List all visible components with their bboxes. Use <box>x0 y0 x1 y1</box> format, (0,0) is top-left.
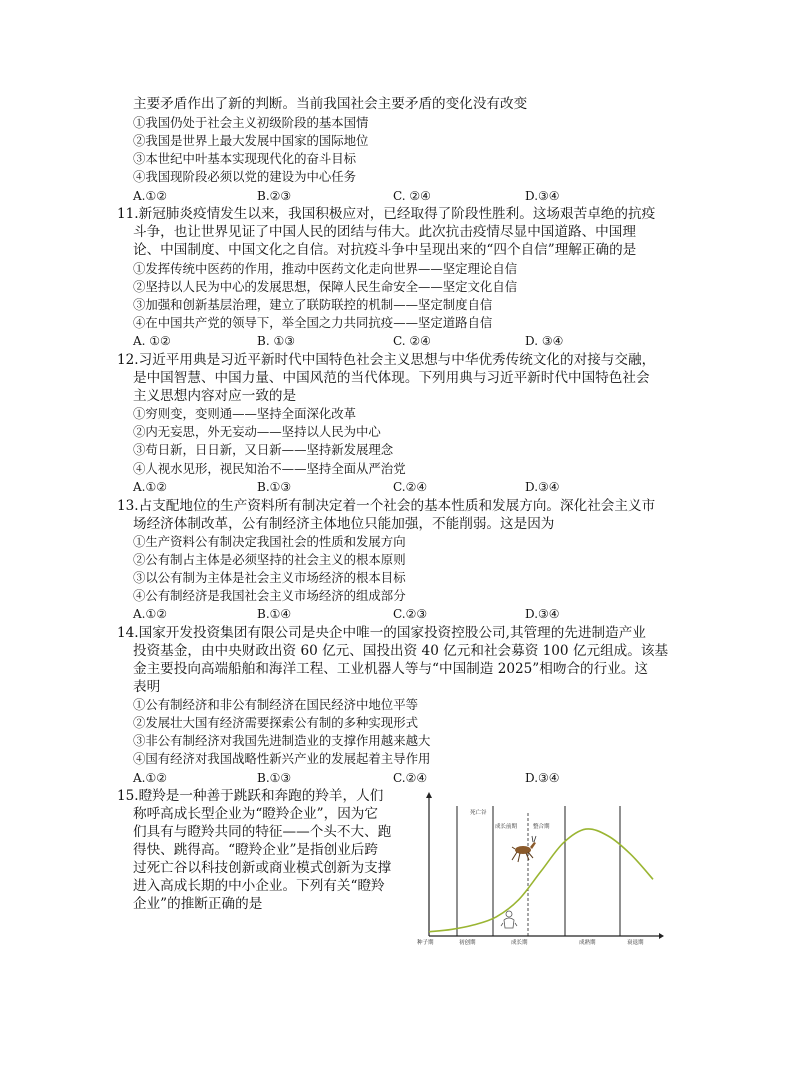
y-axis-arrow <box>426 792 432 798</box>
q14-option: ②发展壮大国有经济需要探索公有制的多种实现形式 <box>133 715 418 730</box>
q11-option: ④在中国共产党的领导下，举全国之力共同抗疫——坚定道路自信 <box>133 315 493 330</box>
q12-option: ④人视水见形，视民知治不——坚持全面从严治党 <box>133 461 406 476</box>
q11-option: ①发挥传统中医药的作用，推动中医药文化走向世界——坚定理论自信 <box>133 261 518 276</box>
q12-stem: 是中国智慧、中国力量、中国风范的当代体现。下列用典与习近平新时代中国特色社会 <box>133 370 650 386</box>
figure-icon <box>501 911 517 928</box>
q14-stem: 投资基金，由中央财政出资 60 亿元、国投出资 40 亿元和社会募资 100 亿元组成。该基 <box>133 643 669 659</box>
answer-c: C.②④ <box>393 771 428 785</box>
q10-option: ③本世纪中叶基本实现现代化的奋斗目标 <box>133 151 357 166</box>
q12-option: ①穷则变，变则通——坚持全面深化改革 <box>133 406 357 421</box>
answer-a: A.①② <box>133 771 167 785</box>
stage-label: 衰退期 <box>627 940 644 946</box>
q14-stem: 金主要投向高端船舶和海洋工程、工业机器人等与“中国制造 2025”相吻合的行业。这 <box>133 661 649 677</box>
q11-stem: 论、中国制度、中国文化之自信。对抗疫斗争中呈现出来的“四个自信”理解正确的是 <box>133 242 637 258</box>
q10-option: ②我国是世界上最大发展中国家的国际地位 <box>133 133 369 148</box>
q13-option: ④公有制经济是我国社会主义市场经济的组成部分 <box>133 588 406 603</box>
q15-stem: 过死亡谷以科技创新或商业模式创新为支撑 <box>133 860 392 876</box>
answer-c: C. ②④ <box>393 334 431 348</box>
answer-a: A.①② <box>133 480 167 494</box>
answer-c: C.②③ <box>393 607 428 621</box>
answer-d: D.③④ <box>525 189 560 203</box>
answer-b: B.②③ <box>257 189 292 203</box>
q13-stem: 13.占支配地位的生产资料所有制决定着一个社会的基本性质和发展方向。深化社会主义市 <box>117 498 656 514</box>
answer-c: C.②④ <box>393 480 428 494</box>
q11-stem: 11.新冠肺炎疫情发生以来，我国积极应对，已经取得了阶段性胜利。这场艰苦卓绝的抗疫 <box>117 206 656 222</box>
lifecycle-curve <box>429 829 653 932</box>
q12-option: ③苟日新，日日新，又日新——坚持新发展理念 <box>133 442 394 457</box>
annotation-integration: 整合期 <box>533 824 550 830</box>
q13-option: ②公有制占主体是必须坚持的社会主义的根本原则 <box>133 552 406 567</box>
answer-a: A. ①② <box>133 334 171 348</box>
q15-stem: 称呼高成长型企业为“瞪羚企业”，因为它 <box>133 806 378 822</box>
stage-label: 成长期 <box>511 940 528 946</box>
lifecycle-chart-svg <box>415 792 665 952</box>
q10-lead: 主要矛盾作出了新的判断。当前我国社会主要矛盾的变化没有改变 <box>133 96 528 112</box>
q13-stem: 场经济体制改革，公有制经济主体地位只能加强，不能削弱。这是因为 <box>133 516 555 532</box>
q15-stem: 进入高成长期的中小企业。下列有关“瞪羚 <box>133 878 385 894</box>
stage-label: 初创期 <box>459 940 476 946</box>
q11-stem: 斗争，也让世界见证了中国人民的团结与伟大。此次抗击疫情尽显中国道路、中国理 <box>133 224 636 240</box>
q13-option: ①生产资料公有制决定我国社会的性质和发展方向 <box>133 534 406 549</box>
q14-option: ①公有制经济和非公有制经济在国民经济中地位平等 <box>133 697 418 712</box>
answer-d: D.③④ <box>525 771 560 785</box>
q12-stem: 主义思想内容对应一致的是 <box>133 388 297 404</box>
annotation-death-valley: 死亡谷 <box>470 810 487 816</box>
q12-stem: 12.习近平用典是习近平新时代中国特色社会主义思想与中华优秀传统文化的对接与交融， <box>117 352 656 368</box>
q15-stem: 得快、跳得高。“瞪羚企业”是指创业后跨 <box>133 842 378 858</box>
answer-b: B.①③ <box>257 480 292 494</box>
q11-option: ②坚持以人民为中心的发展思想，保障人民生命安全——坚定文化自信 <box>133 279 518 294</box>
q14-option: ④国有经济对我国战略性新兴产业的发展起着主导作用 <box>133 751 431 766</box>
q14-stem: 14.国家开发投资集团有限公司是央企中唯一的国家投资控股公司,其管理的先进制造产业 <box>117 625 646 641</box>
answer-b: B. ①③ <box>257 334 295 348</box>
answer-a: A.①② <box>133 607 167 621</box>
lifecycle-chart <box>415 792 665 952</box>
answer-a: A.①② <box>133 189 167 203</box>
x-axis-arrow <box>659 933 664 939</box>
answer-b: B.①④ <box>257 607 292 621</box>
answer-d: D.③④ <box>525 480 560 494</box>
q15-stem: 15.瞪羚是一种善于跳跃和奔跑的羚羊，人们 <box>117 788 384 804</box>
stage-label: 种子期 <box>417 940 434 946</box>
q13-option: ③以公有制为主体是社会主义市场经济的根本目标 <box>133 570 406 585</box>
stage-label: 成熟期 <box>579 940 596 946</box>
answer-b: B.①③ <box>257 771 292 785</box>
q15-stem: 们具有与瞪羚共同的特征——个头不大、跑 <box>133 824 392 840</box>
q14-option: ③非公有制经济对我国先进制造业的支撑作用越来越大 <box>133 733 431 748</box>
q15-stem: 企业”的推断正确的是 <box>133 896 263 912</box>
q10-option: ④我国现阶段必须以党的建设为中心任务 <box>133 169 357 184</box>
q12-option: ②内无妄思，外无妄动——坚持以人民为中心 <box>133 424 381 439</box>
q10-option: ①我国仍处于社会主义初级阶段的基本国情 <box>133 115 369 130</box>
annotation-early-growth: 成长前期 <box>495 824 518 830</box>
answer-d: D. ③④ <box>525 334 564 348</box>
q11-option: ③加强和创新基层治理，建立了联防联控的机制——坚定制度自信 <box>133 297 493 312</box>
answer-d: D.③④ <box>525 607 560 621</box>
answer-c: C. ②④ <box>393 189 431 203</box>
q14-stem: 表明 <box>133 679 161 695</box>
gazelle-icon <box>512 836 536 862</box>
